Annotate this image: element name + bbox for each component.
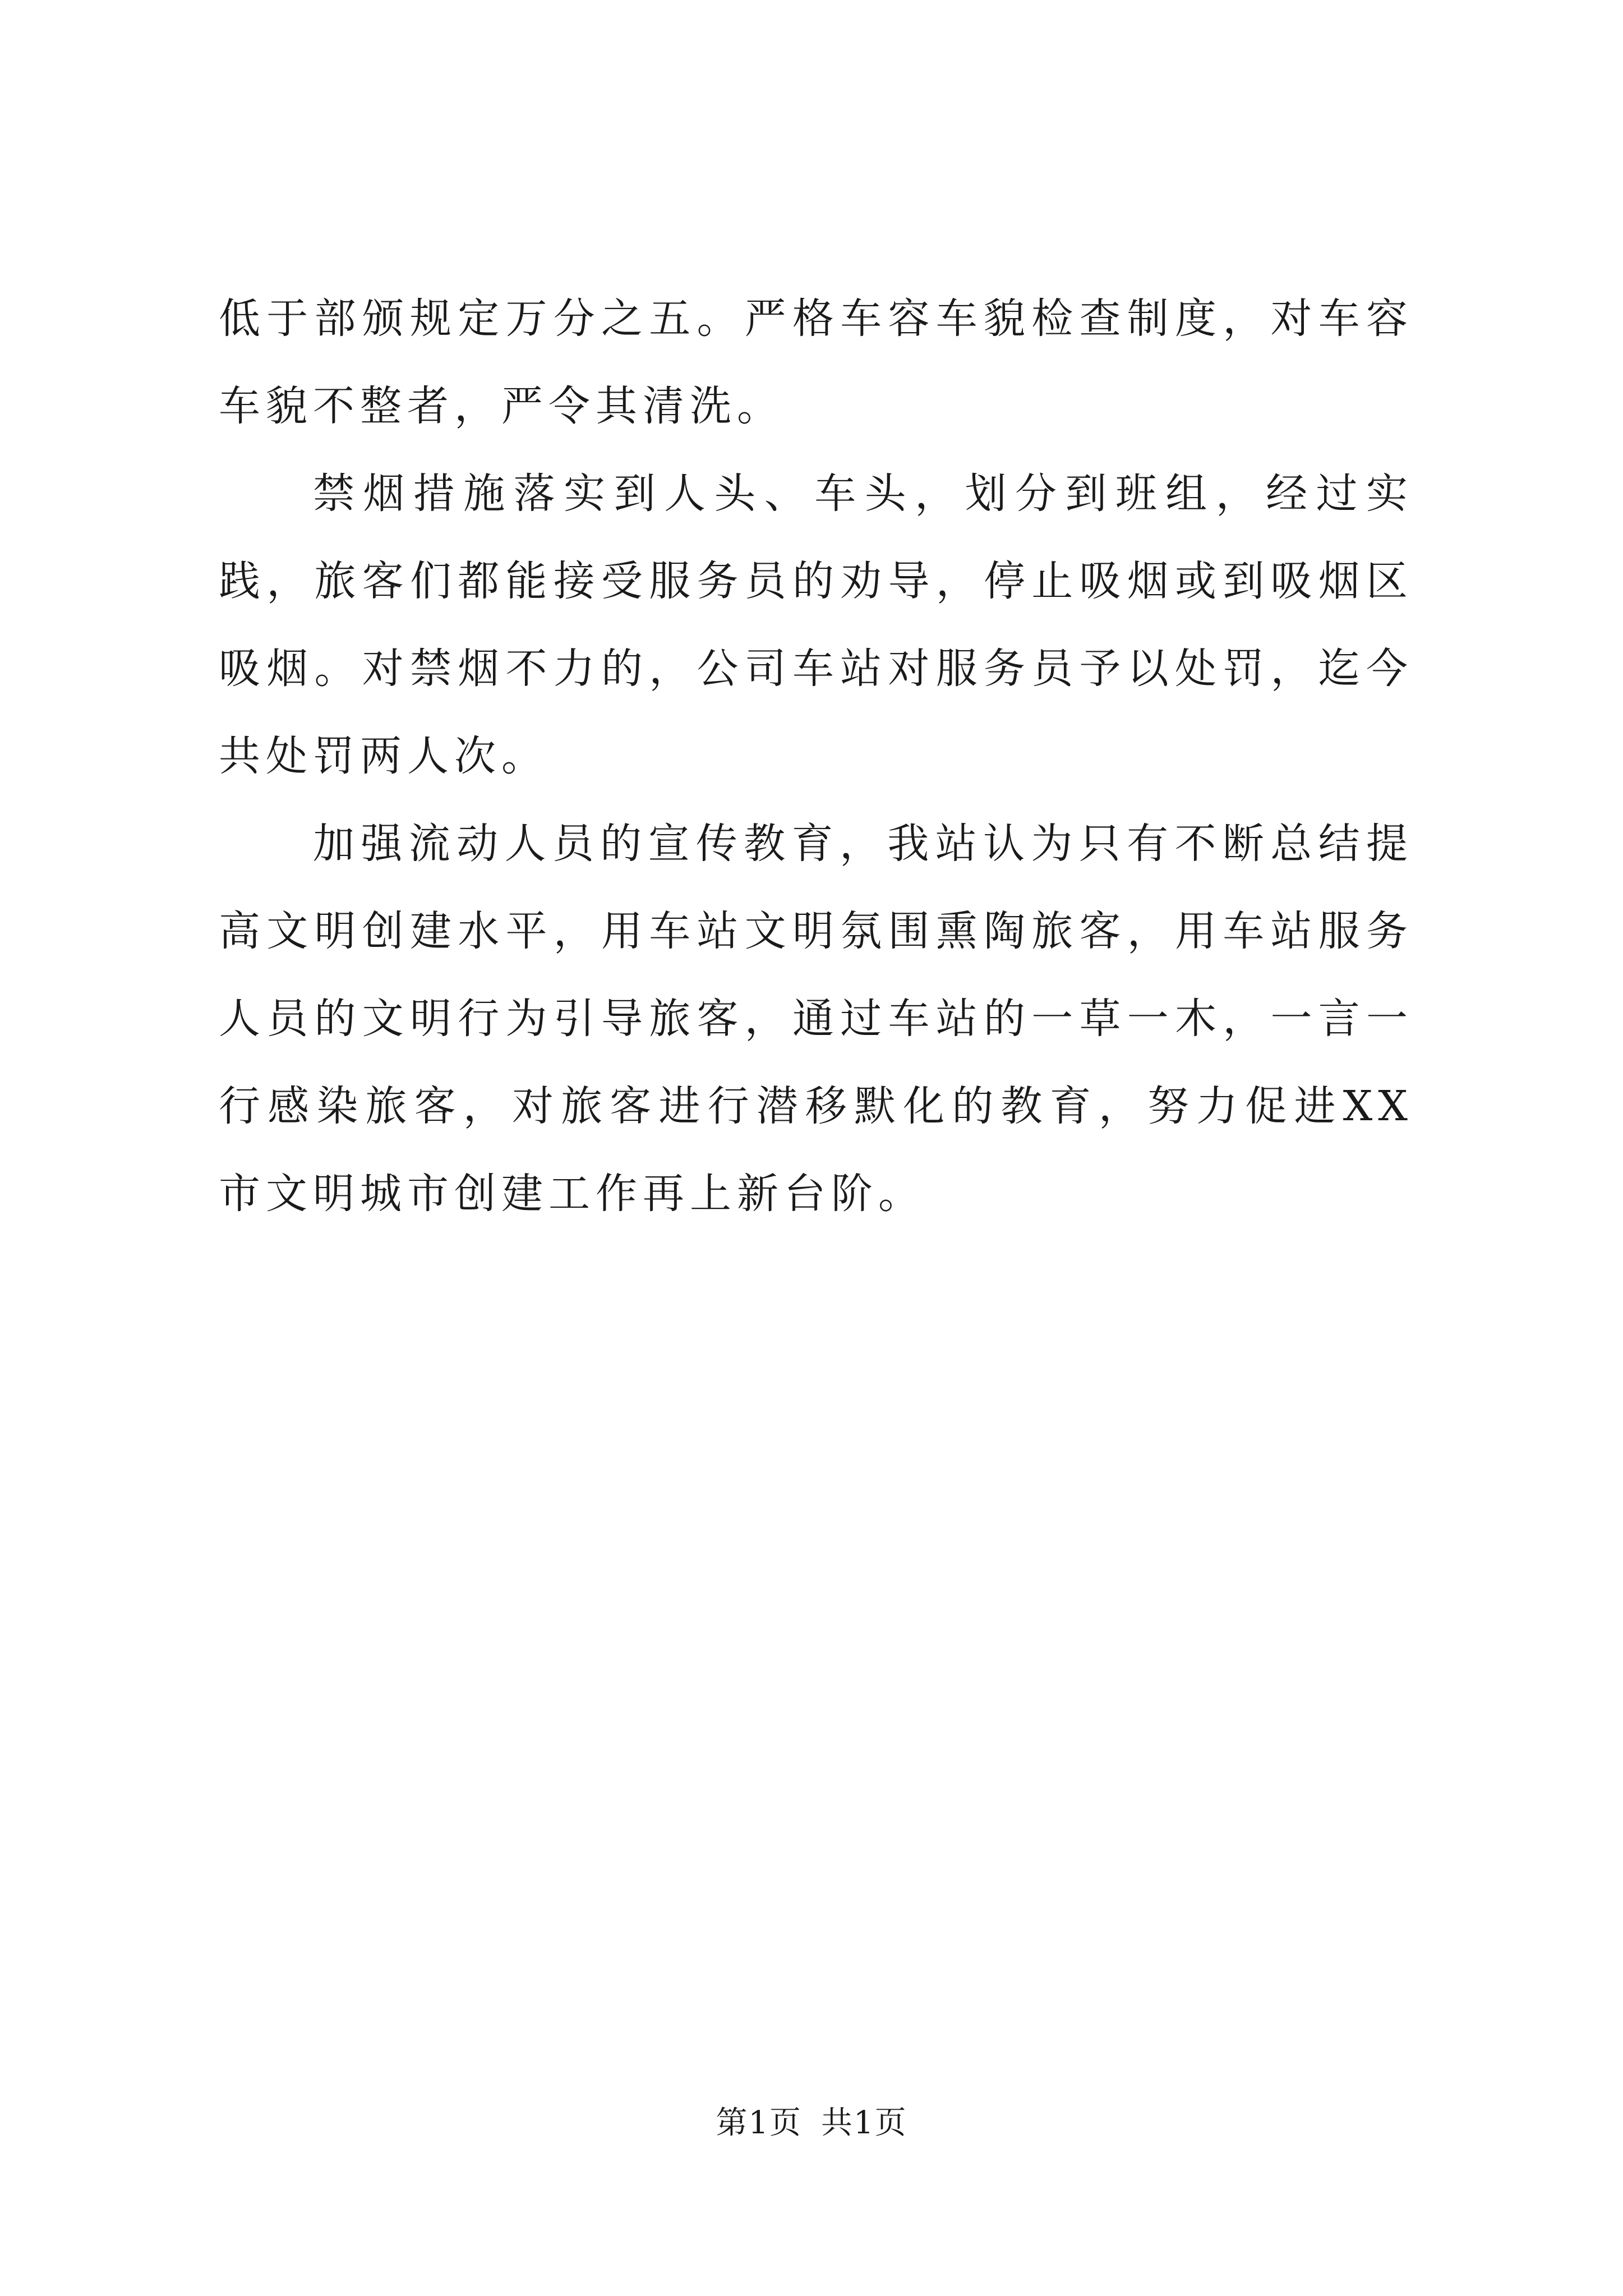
document-body (219, 275, 1413, 1237)
paragraph-continued: 低于部颁规定万分之五。严格车容车貌检查制度，对车容车貌不整者，严令其清洗。 (219, 295, 1413, 430)
paragraph-smoking-ban: 禁烟措施落实到人头、车头，划分到班组，经过实践，旅客们都能接受服务员的劝导，停止吸烟或到吸烟区吸烟。对禁烟不力的，公司车站对服务员予以处罚，迄今共处罚两人次。 (219, 470, 1413, 780)
current-page-number: 第1页 (716, 2105, 802, 2141)
page-footer (0, 2101, 1623, 2146)
total-page-count: 共1页 (821, 2105, 907, 2141)
paragraph-education: 加强流动人员的宣传教育，我站认为只有不断总结提高文明创建水平，用车站文明氛围熏陶旅客，用车站服务人员的文明行为引导旅客，通过车站的一草一木，一言一行感染旅客，对旅客进行潜移默化的教育，努力促进XX市文明城市创建工作再上新台阶。 (219, 820, 1413, 1218)
